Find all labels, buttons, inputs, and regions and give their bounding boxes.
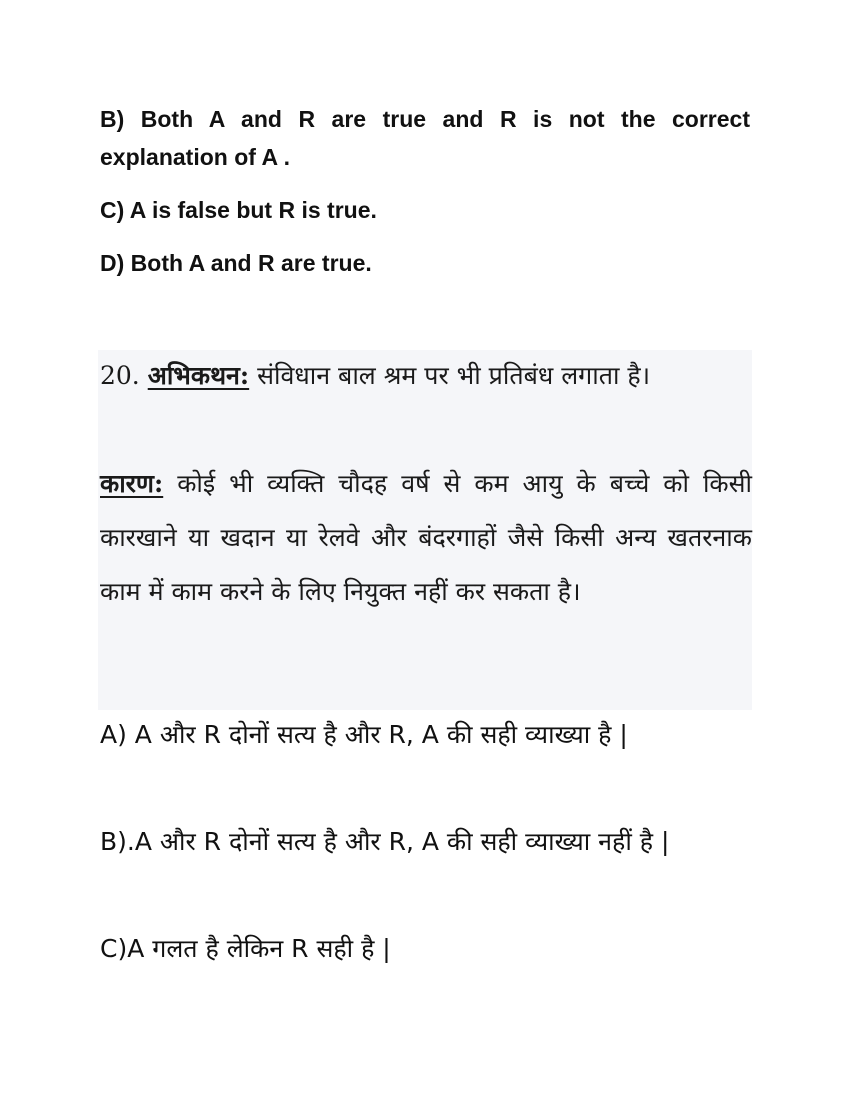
prev-option-c: C) A is false but R is true. [100, 197, 377, 223]
option-c: C)A गलत है लेकिन R सही है | [100, 934, 391, 963]
reason-label: कारण: [100, 469, 164, 498]
assertion-paragraph [100, 349, 752, 403]
reason-text: कोई भी व्यक्ति चौदह वर्ष से कम आयु के बच्चे को किसी कारखाने या खदान या रेलवे और बंदरगाहों जैसे किसी अन्य खतरनाक काम में काम करने के लिए नियुक्त नहीं कर सकता है। [100, 469, 752, 606]
assertion-label: अभिकथन: [147, 361, 250, 390]
option-b: B).A और R दोनों सत्य है और R, A की सही व्याख्या नहीं है | [100, 827, 670, 856]
prev-option-d: D) Both A and R are true. [100, 250, 372, 276]
prev-option-b: B) Both A and R are true and R is not the correct explanation of A . [100, 106, 750, 170]
question-number: 20. [100, 361, 140, 390]
reason-paragraph [100, 457, 752, 619]
assertion-text: संविधान बाल श्रम पर भी प्रतिबंध लगाता है। [249, 361, 651, 390]
option-a: A) A और R दोनों सत्य है और R, A की सही व्याख्या है | [100, 720, 628, 749]
